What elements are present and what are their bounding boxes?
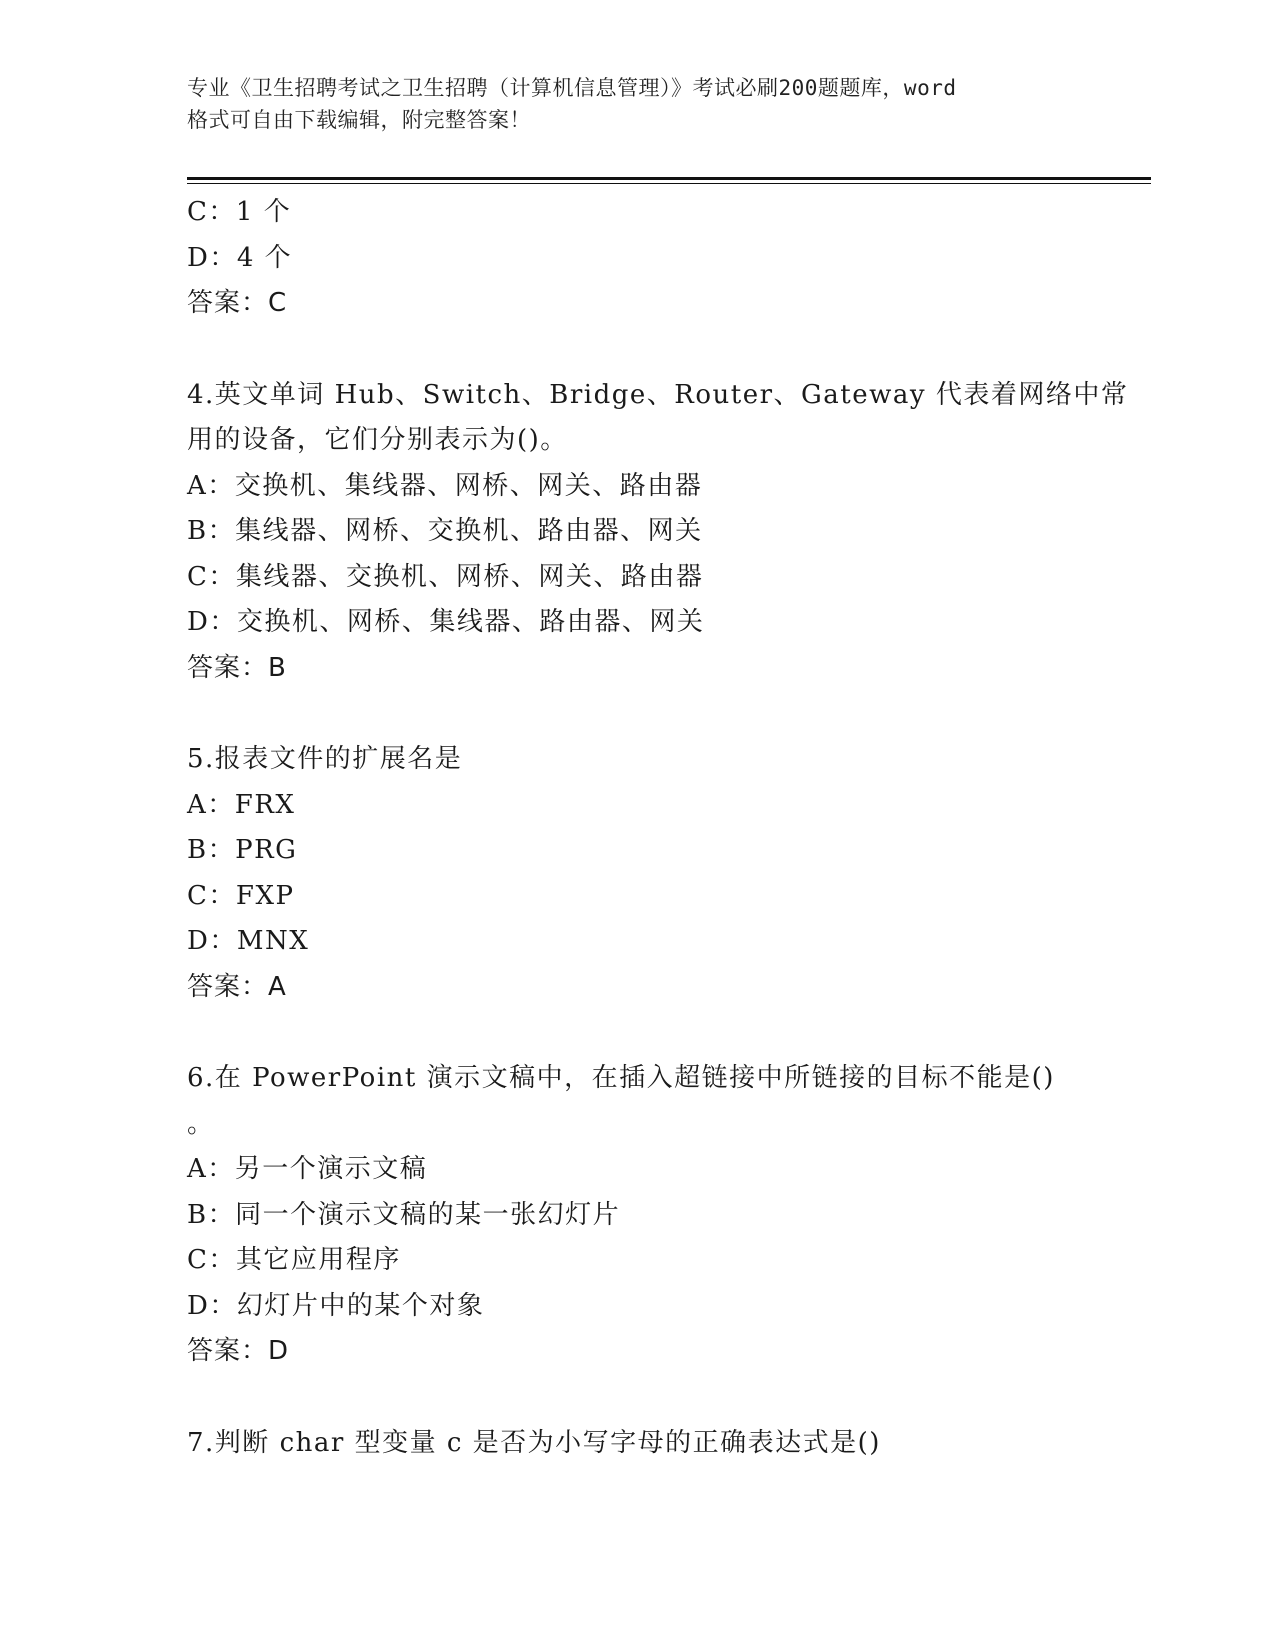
option-key: A： <box>187 470 235 501</box>
option-key: A： <box>187 1154 235 1184</box>
question-7 <box>187 1421 1087 1467</box>
option-text: 集线器、交换机、网桥、网关、路由器 <box>235 561 704 592</box>
option-c <box>187 190 1087 236</box>
option-c <box>187 1238 1087 1284</box>
header-rule-thin <box>187 183 1151 184</box>
option-key: B： <box>187 835 236 865</box>
option-b <box>187 1193 1087 1239</box>
option-d <box>187 919 1087 965</box>
question-text-line-1: 6.在 PowerPoint 演示文稿中，在插入超链接中所链接的目标不能是() <box>187 1063 1055 1093</box>
option-key: B： <box>187 1199 236 1230</box>
option-key: C： <box>187 197 236 227</box>
spacer <box>187 327 1087 373</box>
answer-line: 答案：A <box>187 971 287 1002</box>
spacer <box>187 691 1087 737</box>
option-text: 集线器、网桥、交换机、路由器、网关 <box>235 516 703 546</box>
question-5 <box>187 737 1087 1010</box>
option-text: 1 个 <box>235 197 292 227</box>
option-key: C： <box>187 561 236 592</box>
option-text: MNX <box>236 926 310 956</box>
spacer <box>187 1375 1087 1421</box>
option-key: D： <box>187 607 237 637</box>
option-text: 另一个演示文稿 <box>234 1154 428 1184</box>
option-text: 幻灯片中的某个对象 <box>236 1290 485 1321</box>
option-a <box>187 783 1087 829</box>
header-title-line-2: 格式可自由下载编辑，附完整答案！ <box>187 108 531 132</box>
option-b <box>187 828 1087 874</box>
option-a <box>187 464 1087 510</box>
option-a <box>187 1147 1087 1193</box>
question-text-line-1: 4.英文单词 Hub、Switch、Bridge、Router、Gateway 代表着网络中常 <box>187 379 1129 410</box>
option-key: A： <box>187 789 235 820</box>
question-list <box>187 190 1129 1466</box>
option-d <box>187 1284 1087 1330</box>
option-key: C： <box>187 880 236 911</box>
answer-line: 答案：B <box>187 652 287 683</box>
option-text: FRX <box>234 789 296 820</box>
question-4 <box>187 373 1129 692</box>
question-text-line-2: 用的设备，它们分别表示为()。 <box>187 425 568 455</box>
option-text: FXP <box>235 880 295 911</box>
option-text: 4 个 <box>236 242 293 273</box>
option-d <box>187 600 1087 646</box>
header-rule-thick <box>187 177 1151 180</box>
option-text: 交换机、集线器、网桥、网关、路由器 <box>234 470 703 501</box>
question-3-tail <box>187 190 1087 327</box>
option-text: 同一个演示文稿的某一张幻灯片 <box>235 1199 621 1230</box>
option-key: D： <box>187 926 237 956</box>
option-key: C： <box>187 1245 236 1275</box>
option-key: D： <box>187 1290 237 1321</box>
option-c <box>187 555 1087 601</box>
answer-line: 答案：D <box>187 1336 290 1366</box>
option-c <box>187 874 1087 920</box>
header-title-line-1: 专业《卫生招聘考试之卫生招聘（计算机信息管理）》考试必刷200题题库，word <box>187 76 957 100</box>
question-6 <box>187 1056 1087 1375</box>
option-b <box>187 509 1087 555</box>
question-text-line-2: 。 <box>187 1108 215 1139</box>
question-text: 5.报表文件的扩展名是 <box>187 744 463 774</box>
option-d <box>187 236 1087 282</box>
answer-line: 答案：C <box>187 288 288 318</box>
option-key: D： <box>187 242 237 273</box>
document-header <box>187 72 1087 136</box>
spacer <box>187 1010 1087 1056</box>
question-text: 7.判断 char 型变量 c 是否为小写字母的正确表达式是() <box>187 1427 881 1458</box>
option-text: 交换机、网桥、集线器、路由器、网关 <box>236 607 705 637</box>
option-key: B： <box>187 516 236 546</box>
option-text: 其它应用程序 <box>235 1245 401 1275</box>
option-text: PRG <box>235 835 298 865</box>
